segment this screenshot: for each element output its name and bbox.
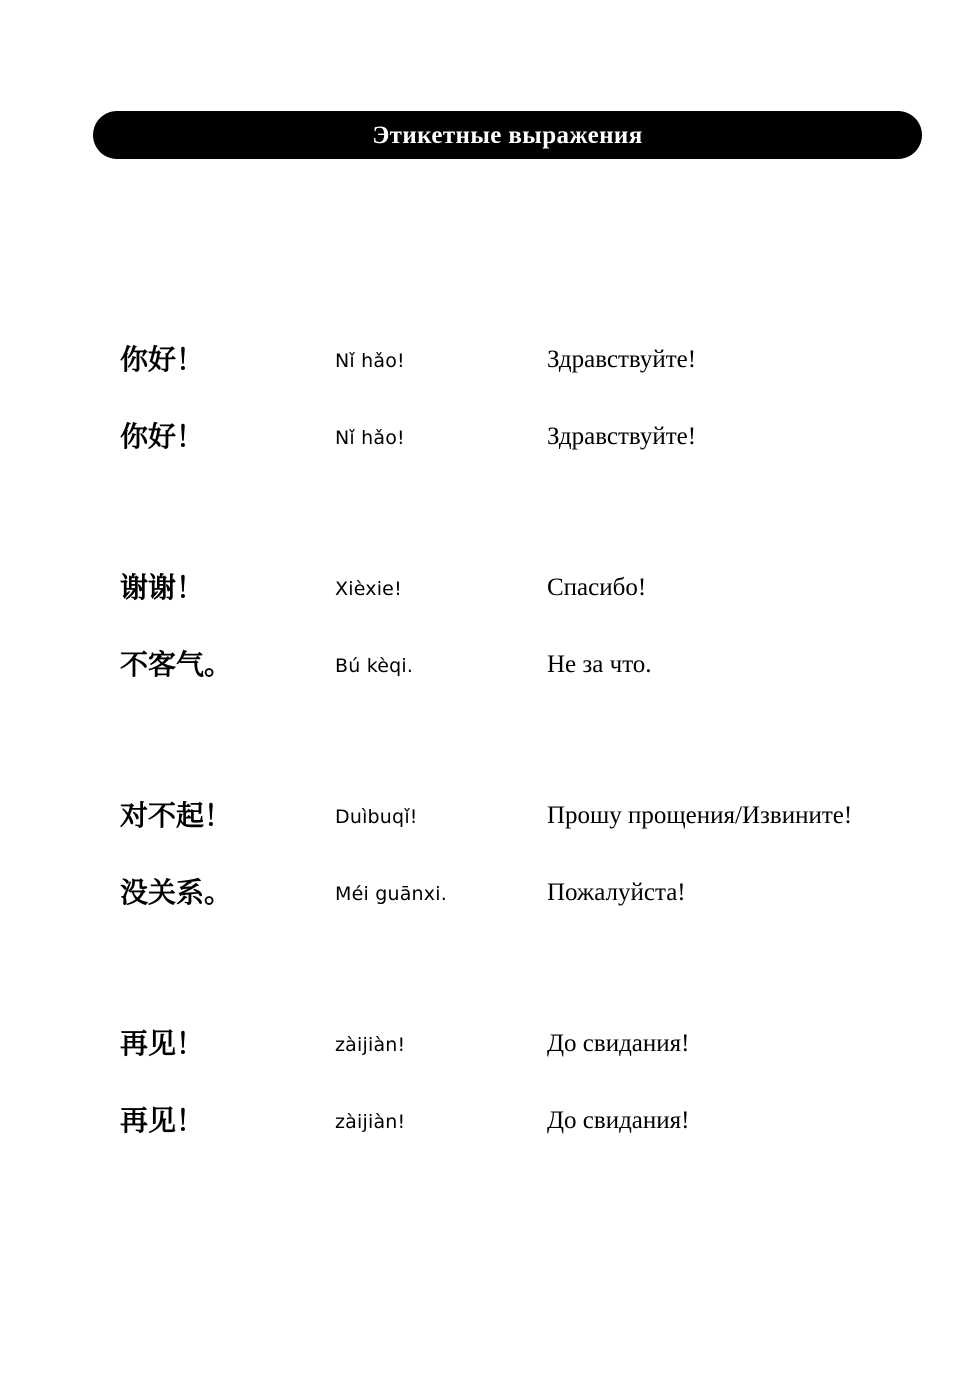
phrase-hanzi: 再见！ [120,1104,205,1137]
phrase-row [0,1024,960,1101]
phrase-pinyin: Méi guānxi. [335,883,447,905]
phrase-pinyin: Nǐ hǎo! [335,427,405,449]
phrase-hanzi: 不客气。 [120,648,233,681]
phrase-group [0,796,960,950]
phrase-hanzi: 再见！ [120,1027,205,1060]
phrase-russian: Здравствуйте! [547,423,697,450]
phrase-group [0,568,960,722]
phrase-russian: Не за что. [547,651,652,678]
phrase-row [0,340,960,417]
phrase-hanzi: 谢谢！ [120,571,205,604]
phrase-russian: Пожалуйста! [547,879,686,906]
phrase-russian: Здравствуйте! [547,346,697,373]
phrase-row [0,796,960,873]
page-title-bar [93,111,922,159]
phrase-group [0,1024,960,1178]
phrase-pinyin: Duìbuqǐ! [335,806,418,828]
phrase-row [0,1101,960,1178]
phrase-pinyin: Nǐ hǎo! [335,350,405,372]
phrase-pinyin: Bú kèqi. [335,655,414,677]
phrase-russian: Спасибо! [547,574,647,601]
phrase-hanzi: 你好！ [120,343,205,376]
phrase-group [0,340,960,494]
phrase-russian: До свидания! [547,1107,690,1134]
phrase-pinyin: Xièxie! [335,578,402,600]
phrase-table [0,340,960,1178]
phrase-row [0,568,960,645]
phrase-pinyin: zàijiàn! [335,1034,406,1056]
phrase-russian: Прошу прощения/Извините! [547,802,853,829]
phrase-row [0,873,960,950]
phrase-hanzi: 对不起！ [120,799,233,832]
phrase-hanzi: 你好！ [120,420,205,453]
phrase-hanzi: 没关系。 [120,876,233,909]
page-title: Этикетные выражения [372,121,643,149]
phrase-russian: До свидания! [547,1030,690,1057]
phrase-row [0,417,960,494]
phrase-row [0,645,960,722]
phrase-pinyin: zàijiàn! [335,1111,406,1133]
